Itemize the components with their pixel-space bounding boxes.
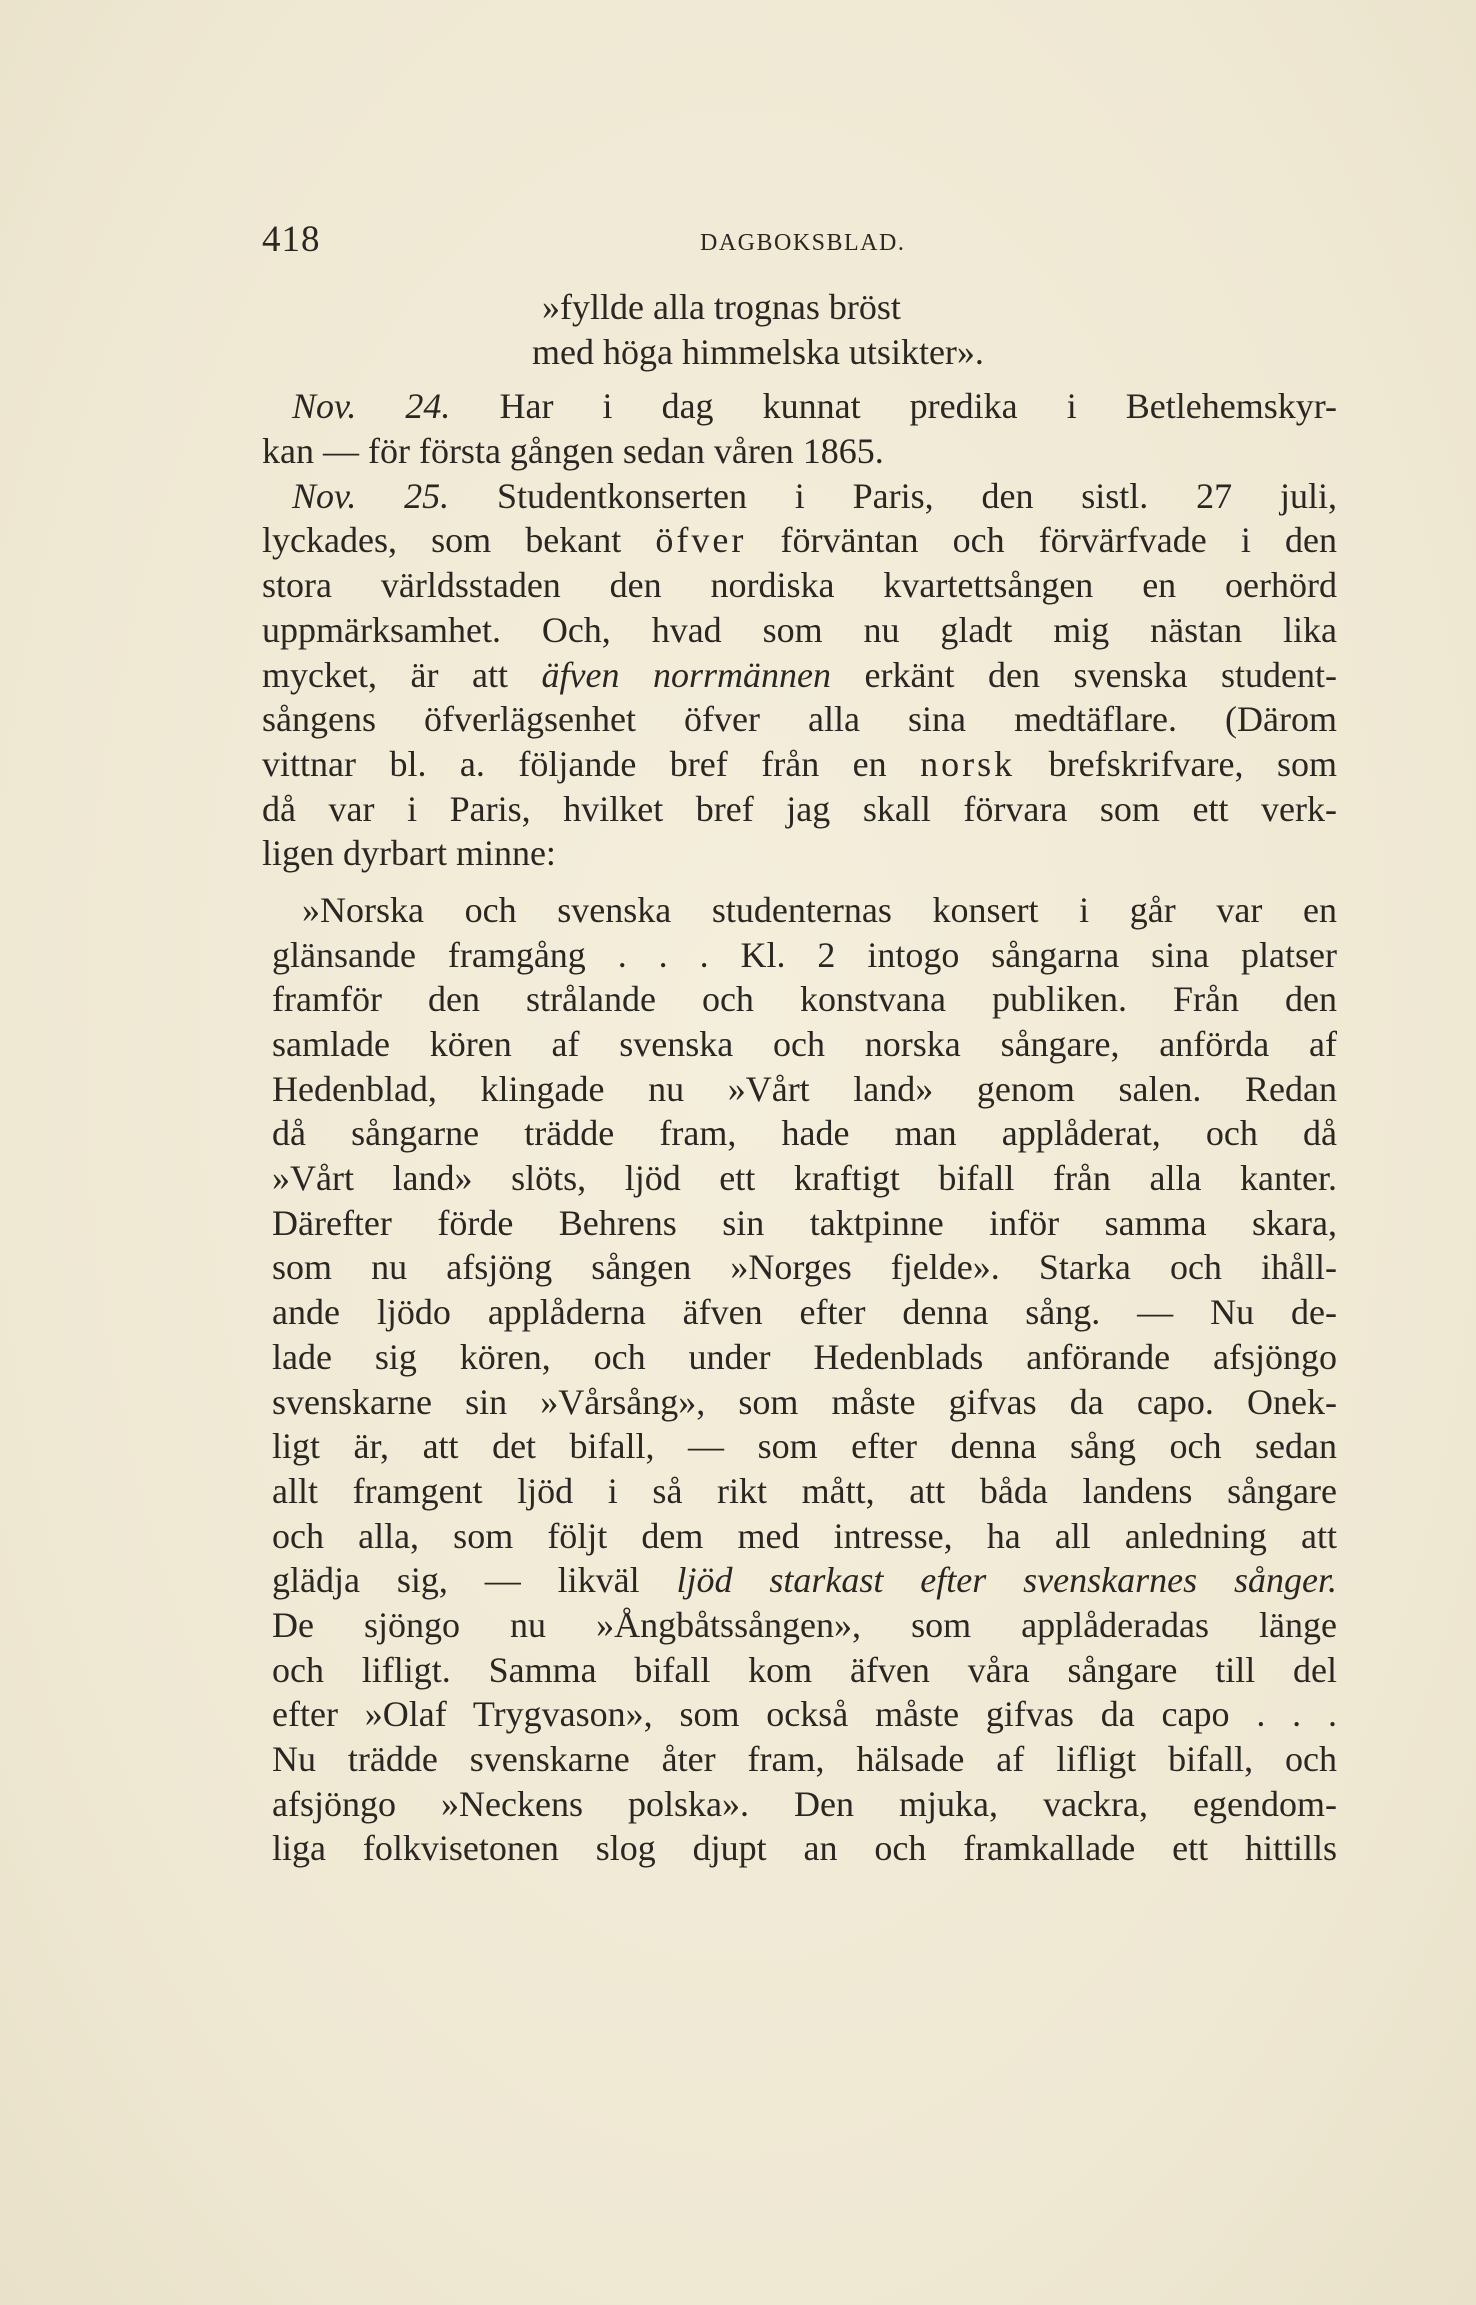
letter-line: glädja sig, — likväl ljöd starkast efter svenskarnes sånger.	[272, 1560, 1337, 1601]
entry-nov25-line: vittnar bl. a. följande bref från en norsk brefskrifvare, som	[262, 743, 1337, 784]
letter-line: ande ljödo applåderna äfven efter denna sång. — Nu de-	[272, 1292, 1337, 1333]
entry-date: Nov. 25.	[292, 475, 450, 516]
letter-line: då sångarne trädde fram, hade man applåderat, och då	[272, 1113, 1337, 1154]
letter-line: som nu afsjöng sången »Norges fjelde». Starka och ihåll-	[272, 1247, 1337, 1288]
letter-line: glänsande framgång . . . Kl. 2 intogo sångarna sina platser	[272, 934, 1337, 975]
letter-line: efter »Olaf Trygvason», som också måste gifvas da capo . . .	[272, 1694, 1337, 1735]
entry-date: Nov. 24.	[292, 386, 451, 427]
page-header	[262, 218, 1337, 268]
emphasis-italic: ljöd starkast efter svenskarnes sånger.	[676, 1560, 1337, 1601]
entry-nov25-line: lyckades, som bekant öfver förväntan och förvärfvade i den	[262, 520, 1337, 561]
entry-nov25-line: ligen dyrbart minne:	[262, 833, 556, 874]
page-number: 418	[262, 219, 321, 260]
entry-nov25-line: då var i Paris, hvilket bref jag skall förvara som ett verk-	[262, 788, 1337, 829]
letter-line: lade sig kören, och under Hedenblads anförande afsjöngo	[272, 1336, 1337, 1377]
emphasis-spaced: norsk	[920, 743, 1016, 784]
running-head: DAGBOKSBLAD.	[700, 230, 906, 256]
emphasis-italic: äfven norrmännen	[541, 654, 831, 695]
entry-nov24-line: Nov. 24. Har i dag kunnat predika i Betlehemskyr-	[292, 386, 1337, 427]
letter-line: Hedenblad, klingade nu »Vårt land» genom salen. Redan	[272, 1068, 1337, 1109]
entry-nov25-line: Nov. 25. Studentkonserten i Paris, den sistl. 27 juli,	[292, 475, 1337, 516]
letter-line: De sjöngo nu »Ångbåtssången», som applåderadas länge	[272, 1604, 1337, 1645]
letter-line: liga folkvisetonen slog djupt an och framkallade ett hittills	[272, 1828, 1337, 1869]
entry-nov25-line: stora världsstaden den nordiska kvartettsången en oerhörd	[262, 565, 1337, 606]
letter-line: svenskarne sin »Vårsång», som måste gifvas da capo. Onek-	[272, 1381, 1337, 1422]
body-text	[262, 285, 1337, 1871]
quoted-letter	[262, 888, 1337, 1871]
letter-line: allt framgent ljöd i så rikt mått, att båda landens sångare	[272, 1470, 1337, 1511]
verse-line: »fyllde alla trognas bröst	[542, 287, 901, 327]
letter-line: och lifligt. Samma bifall kom äfven våra sångare till del	[272, 1649, 1337, 1690]
entry-nov24-line: kan — för första gången sedan våren 1865.	[262, 431, 884, 472]
letter-line: ligt är, att det bifall, — som efter denna sång och sedan	[272, 1426, 1337, 1467]
entry-nov25-line: mycket, är att äfven norrmännen erkänt den svenska student-	[262, 654, 1337, 695]
emphasis-spaced: öfver	[655, 520, 747, 561]
letter-line: Nu trädde svenskarne åter fram, hälsade af lifligt bifall, och	[272, 1739, 1337, 1779]
letter-line: Därefter förde Behrens sin taktpinne inför samma skara,	[272, 1202, 1337, 1243]
entry-nov25-line: sångens öfverlägsenhet öfver alla sina medtäflare. (Därom	[262, 699, 1337, 740]
letter-line: framför den strålande och konstvana publiken. Från den	[272, 979, 1337, 1020]
verse-line: med höga himmelska utsikter».	[532, 331, 984, 372]
letter-line: samlade kören af svenska och norska sångare, anförda af	[272, 1024, 1337, 1064]
letter-line: och alla, som följt dem med intresse, ha all anledning att	[272, 1515, 1337, 1556]
letter-line: afsjöngo »Neckens polska». Den mjuka, vackra, egendom-	[272, 1783, 1337, 1824]
letter-line: »Vårt land» slöts, ljöd ett kraftigt bifall från alla kanter.	[272, 1158, 1337, 1199]
entry-nov25-line: uppmärksamhet. Och, hvad som nu gladt mig nästan lika	[262, 609, 1337, 650]
letter-line: »Norska och svenska studenternas konsert i går var en	[302, 889, 1337, 930]
